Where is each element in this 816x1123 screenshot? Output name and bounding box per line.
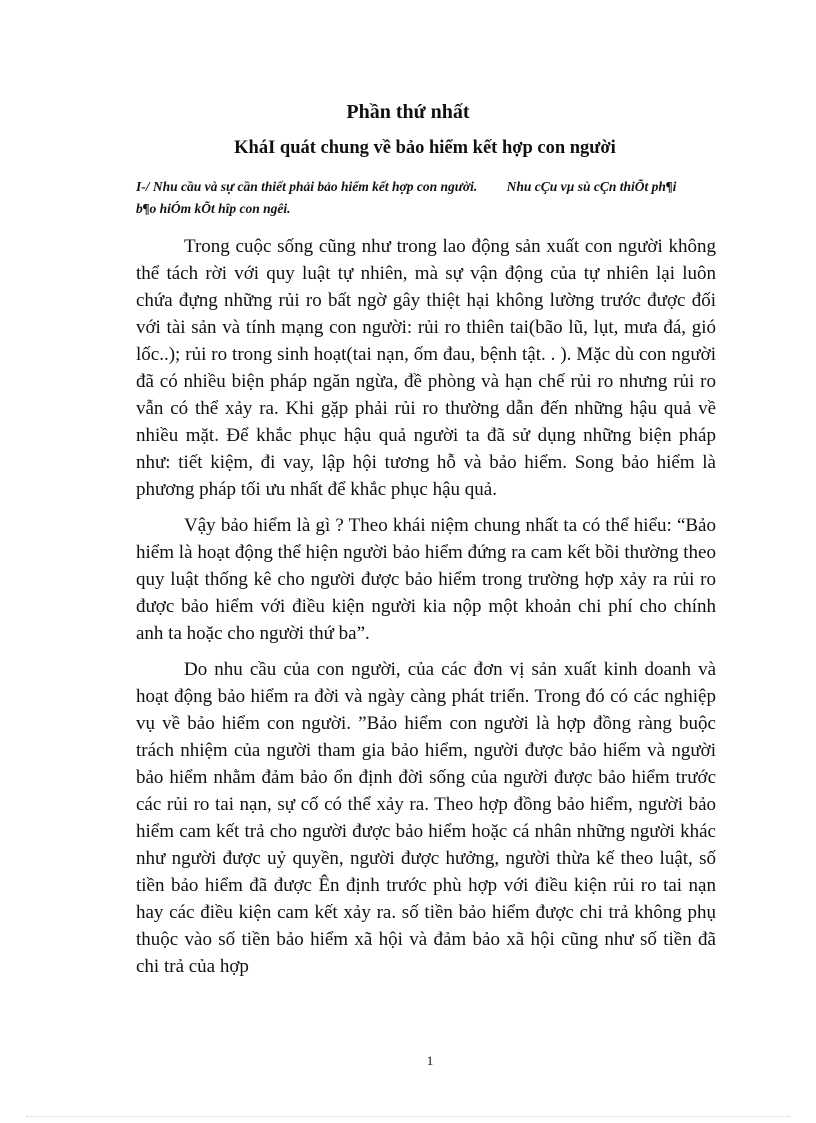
section-heading (136, 176, 696, 220)
paragraph-1: Trong cuộc sống cũng như trong lao động sản xuất con người không thể tách rời với quy luật tự nhiên, mà sự vận động của tự nhiên lại luôn chứa đựng những rủi ro bất ngờ gây thiệt hại không lường trước được đối với tài sản và tính mạng con người: rủi ro thiên tai(bão lũ, lụt, mưa đá, gió lốc..); rủi ro trong sinh hoạt(tai nạn, ốm đau, bệnh tật. . ). Mặc dù con người đã có nhiều biện pháp ngăn ngừa, đề phòng và hạn chế rủi ro nhưng rủi ro vẫn có thể xảy ra. Khi gặp phải rủi ro thường dẫn đến những hậu quả về nhiều mặt. Để khắc phục hậu quả người ta đã sử dụng những biện pháp như: tiết kiệm, đi vay, lập hội tương hỗ và bảo hiểm. Song bảo hiểm là phương pháp tối ưu nhất để khắc phục hậu quả. (136, 236, 716, 500)
page-number: 1 (426, 1053, 434, 1068)
section-heading-garbled-text: Nhu cÇu vµ sù cÇn thiÕt ph¶i b¶o hiÓm kÕt hîp con ngêi. (136, 179, 677, 216)
section-heading-text: I-/ Nhu cầu và sự cần thiết phải bảo hiểm kết hợp con người. (136, 179, 478, 194)
paragraph-2: Vậy bảo hiểm là gì ? Theo khái niệm chung nhất ta có thể hiểu: “Bảo hiểm là hoạt động thể hiện người bảo hiểm đứng ra cam kết bồi thường theo quy luật thống kê cho người được bảo hiểm trong trường hợp xảy ra rủi ro được bảo hiểm với điều kiện người kia nộp một khoản chi phí cho chính anh ta hoặc cho người thứ ba”. (136, 515, 716, 644)
body-text (136, 233, 716, 989)
main-title: KháI quát chung về bảo hiểm kết hợp con người (234, 138, 616, 158)
part-title: Phần thứ nhất (346, 101, 470, 123)
paragraph-3: Do nhu cầu của con người, của các đơn vị sản xuất kinh doanh và hoạt động bảo hiểm ra đời và ngày càng phát triển. Trong đó có các nghiệp vụ về bảo hiểm con người. ”Bảo hiểm con người là hợp đồng ràng buộc trách nhiệm của người tham gia bảo hiểm, người được bảo hiểm và người bảo hiểm nhằm đảm bảo ổn định đời sống của người được bảo hiểm trước các rủi ro tai nạn, sự cố có thể xảy ra. Theo hợp đồng bảo hiểm, người bảo hiểm cam kết trả cho người được bảo hiểm hoặc cá nhân những người khác như người được uỷ quyền, người được hưởng, người thừa kế theo luật, số tiền bảo hiểm đã được Ên định trước phù hợp với điều kiện rủi ro tai nạn hay các điều kiện cam kết xảy ra. số tiền bảo hiểm được chi trả không phụ thuộc vào số tiền bảo hiểm xã hội và đảm bảo xã hội cũng như số tiền đã chi trả của hợp (136, 659, 716, 977)
page-bottom-divider (26, 1116, 790, 1117)
